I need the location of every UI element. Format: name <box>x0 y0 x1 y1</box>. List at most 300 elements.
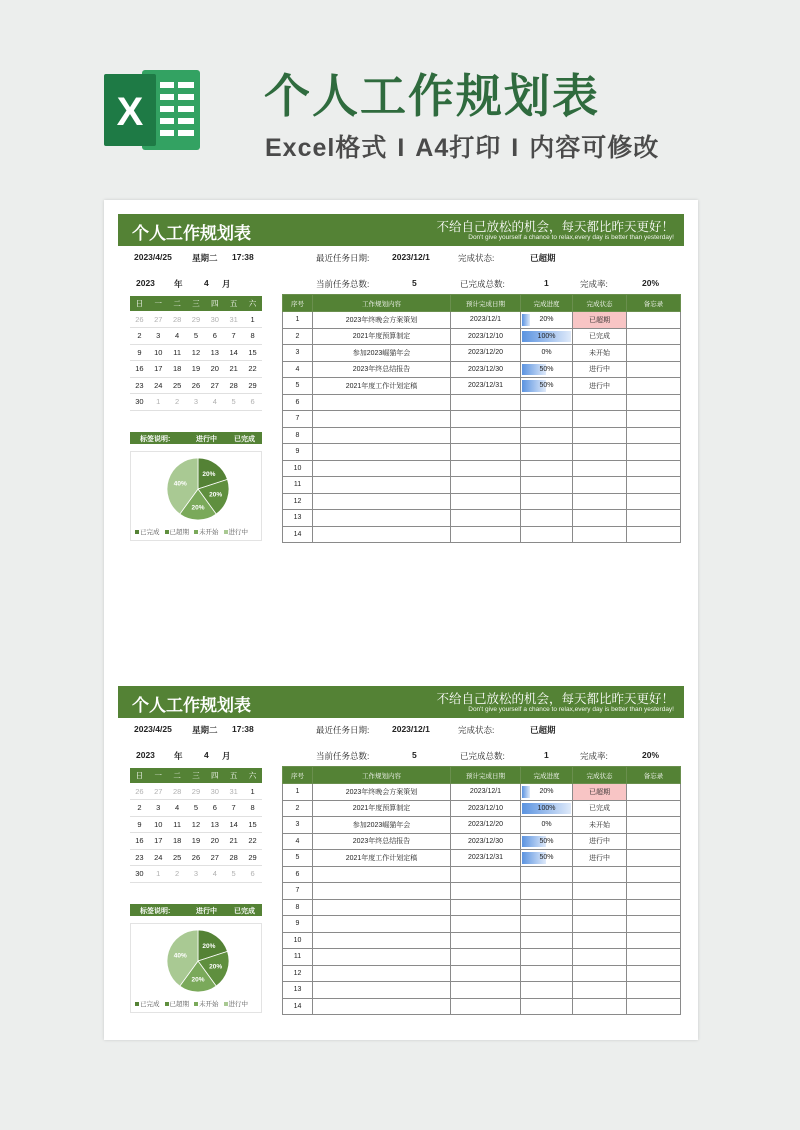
calendar-day[interactable]: 12 <box>187 344 206 361</box>
empty-cell[interactable] <box>521 932 573 949</box>
task-row[interactable] <box>283 800 681 817</box>
calendar-day[interactable]: 26 <box>187 377 206 394</box>
empty-cell[interactable] <box>627 477 681 494</box>
task-content[interactable]: 2023年终晚会方案策划 <box>313 784 451 801</box>
empty-cell[interactable] <box>451 982 521 999</box>
calendar-week-row <box>130 783 262 800</box>
empty-cell[interactable] <box>521 427 573 444</box>
empty-cell[interactable] <box>627 493 681 510</box>
empty-cell[interactable] <box>521 460 573 477</box>
calendar-day[interactable]: 20 <box>205 361 224 378</box>
empty-cell[interactable] <box>313 460 451 477</box>
task-progress[interactable] <box>521 378 573 395</box>
pie-legend-item <box>194 1001 219 1008</box>
progress-text: 100% <box>537 332 556 340</box>
calendar-day[interactable]: 22 <box>243 833 262 850</box>
task-content[interactable]: 2021年度预算制定 <box>313 328 451 345</box>
task-progress[interactable] <box>521 833 573 850</box>
calendar-day[interactable]: 23 <box>130 849 149 866</box>
empty-cell[interactable] <box>313 998 451 1015</box>
task-row-empty[interactable] <box>283 510 681 527</box>
calendar-day[interactable]: 26 <box>130 311 149 328</box>
empty-cell[interactable] <box>451 866 521 883</box>
pie-legend-label: 未开始 <box>199 1001 219 1008</box>
calendar-day[interactable]: 16 <box>130 833 149 850</box>
calendar-day[interactable]: 29 <box>243 377 262 394</box>
task-row[interactable] <box>283 784 681 801</box>
task-row-empty[interactable] <box>283 444 681 461</box>
task-number: 4 <box>283 833 313 850</box>
calendar-day[interactable]: 6 <box>243 394 262 411</box>
calendar-day[interactable]: 20 <box>205 833 224 850</box>
calendar-day[interactable]: 5 <box>224 866 243 883</box>
calendar-day[interactable]: 10 <box>149 344 168 361</box>
task-table-header <box>283 295 681 312</box>
calendar-day[interactable]: 3 <box>187 866 206 883</box>
empty-cell[interactable] <box>627 899 681 916</box>
empty-cell[interactable] <box>521 998 573 1015</box>
task-due-date[interactable]: 2023/12/31 <box>451 850 521 867</box>
calendar-day[interactable]: 2 <box>130 800 149 817</box>
empty-cell[interactable] <box>627 444 681 461</box>
empty-cell[interactable] <box>573 477 627 494</box>
task-content[interactable]: 2023年终晚会方案策划 <box>313 312 451 329</box>
task-number: 3 <box>283 817 313 834</box>
task-status[interactable]: 进行中 <box>573 850 627 867</box>
empty-cell[interactable] <box>627 998 681 1015</box>
empty-cell[interactable] <box>573 883 627 900</box>
task-row-empty[interactable] <box>283 477 681 494</box>
calendar-day[interactable]: 23 <box>130 377 149 394</box>
empty-cell[interactable] <box>521 883 573 900</box>
calendar-weekday: 日 <box>130 768 149 783</box>
calendar-day[interactable]: 28 <box>224 377 243 394</box>
completion-status-label: 完成状态: <box>458 725 495 735</box>
calendar-day[interactable]: 7 <box>224 800 243 817</box>
empty-cell[interactable] <box>451 444 521 461</box>
empty-cell[interactable] <box>627 427 681 444</box>
calendar-day[interactable]: 5 <box>187 328 206 345</box>
pie-slice-label: 20% <box>202 470 216 478</box>
task-due-date[interactable]: 2023/12/31 <box>451 378 521 395</box>
empty-cell[interactable] <box>451 949 521 966</box>
progress-bar <box>522 786 530 798</box>
task-status[interactable]: 已完成 <box>573 328 627 345</box>
calendar-day[interactable]: 27 <box>149 311 168 328</box>
total-tasks-label: 当前任务总数: <box>316 279 370 289</box>
calendar-day[interactable]: 13 <box>205 816 224 833</box>
calendar-day[interactable]: 21 <box>224 833 243 850</box>
empty-cell[interactable] <box>573 510 627 527</box>
empty-cell[interactable] <box>313 510 451 527</box>
empty-cell[interactable] <box>451 883 521 900</box>
calendar-day[interactable]: 9 <box>130 816 149 833</box>
task-row-empty[interactable] <box>283 998 681 1015</box>
calendar-heading <box>130 748 262 764</box>
empty-cell[interactable] <box>627 866 681 883</box>
task-progress[interactable] <box>521 800 573 817</box>
calendar-day[interactable]: 27 <box>205 849 224 866</box>
empty-cell[interactable] <box>451 460 521 477</box>
empty-cell[interactable] <box>627 883 681 900</box>
empty-cell[interactable] <box>627 982 681 999</box>
task-number: 12 <box>283 965 313 982</box>
calendar-day[interactable]: 19 <box>187 361 206 378</box>
task-progress[interactable] <box>521 850 573 867</box>
empty-cell[interactable] <box>451 477 521 494</box>
calendar-day[interactable]: 11 <box>168 344 187 361</box>
empty-cell[interactable] <box>521 949 573 966</box>
completion-rate-value: 20% <box>642 750 660 760</box>
task-memo[interactable] <box>627 850 681 867</box>
empty-cell[interactable] <box>313 394 451 411</box>
pie-slice-label: 20% <box>191 976 205 984</box>
task-status[interactable]: 未开始 <box>573 345 627 362</box>
task-row-empty[interactable] <box>283 949 681 966</box>
empty-cell[interactable] <box>451 411 521 428</box>
calendar-day[interactable]: 27 <box>205 377 224 394</box>
empty-cell[interactable] <box>573 427 627 444</box>
calendar-day[interactable]: 25 <box>168 377 187 394</box>
task-row[interactable] <box>283 345 681 362</box>
empty-cell[interactable] <box>451 916 521 933</box>
empty-cell[interactable] <box>521 899 573 916</box>
task-status[interactable]: 进行中 <box>573 361 627 378</box>
task-due-date[interactable]: 2023/12/30 <box>451 361 521 378</box>
legend-dot-icon <box>194 530 198 534</box>
calendar-day[interactable]: 30 <box>130 394 149 411</box>
empty-cell[interactable] <box>521 982 573 999</box>
task-row-empty[interactable] <box>283 916 681 933</box>
calendar-day[interactable]: 9 <box>130 344 149 361</box>
task-row-empty[interactable] <box>283 883 681 900</box>
task-progress[interactable] <box>521 817 573 834</box>
task-row-empty[interactable] <box>283 866 681 883</box>
task-status[interactable]: 已完成 <box>573 800 627 817</box>
column-header: 完成状态 <box>573 295 627 312</box>
task-row-empty[interactable] <box>283 965 681 982</box>
calendar-day[interactable]: 11 <box>168 816 187 833</box>
task-content[interactable]: 2021年度预算制定 <box>313 800 451 817</box>
task-memo[interactable] <box>627 800 681 817</box>
empty-cell[interactable] <box>451 932 521 949</box>
empty-cell[interactable] <box>521 477 573 494</box>
task-table-body <box>283 312 681 543</box>
calendar-weekday: 三 <box>187 768 206 783</box>
calendar-week-row <box>130 361 262 378</box>
task-due-date[interactable]: 2023/12/1 <box>451 784 521 801</box>
calendar-weekday: 一 <box>149 768 168 783</box>
calendar-day[interactable]: 5 <box>224 394 243 411</box>
empty-cell[interactable] <box>313 932 451 949</box>
empty-cell[interactable] <box>313 477 451 494</box>
task-status[interactable]: 进行中 <box>573 378 627 395</box>
empty-cell[interactable] <box>313 493 451 510</box>
empty-cell[interactable] <box>521 444 573 461</box>
task-table-header <box>283 767 681 784</box>
empty-cell[interactable] <box>627 460 681 477</box>
empty-cell[interactable] <box>313 427 451 444</box>
task-row-empty[interactable] <box>283 982 681 999</box>
calendar-day[interactable]: 8 <box>243 328 262 345</box>
task-content[interactable]: 2021年度工作计划定稿 <box>313 850 451 867</box>
task-memo[interactable] <box>627 378 681 395</box>
excel-logo-icon <box>104 62 204 158</box>
task-status[interactable]: 进行中 <box>573 833 627 850</box>
calendar-day[interactable]: 6 <box>205 800 224 817</box>
calendar-day[interactable]: 2 <box>130 328 149 345</box>
empty-cell[interactable] <box>573 444 627 461</box>
calendar-day[interactable]: 2 <box>168 394 187 411</box>
calendar-day[interactable]: 8 <box>243 800 262 817</box>
empty-cell[interactable] <box>573 916 627 933</box>
task-row[interactable] <box>283 361 681 378</box>
calendar-day[interactable]: 4 <box>168 800 187 817</box>
empty-cell[interactable] <box>313 982 451 999</box>
calendar-day[interactable]: 29 <box>187 311 206 328</box>
empty-cell[interactable] <box>313 444 451 461</box>
pie-slice-label: 40% <box>173 952 187 960</box>
legend-dot-icon <box>135 530 139 534</box>
calendar-day[interactable]: 17 <box>149 833 168 850</box>
calendar-day[interactable]: 29 <box>243 849 262 866</box>
empty-cell[interactable] <box>521 493 573 510</box>
empty-cell[interactable] <box>627 394 681 411</box>
calendar-day[interactable]: 17 <box>149 361 168 378</box>
legend-bar <box>130 904 262 916</box>
task-due-date[interactable]: 2023/12/10 <box>451 800 521 817</box>
empty-cell[interactable] <box>313 916 451 933</box>
calendar-day[interactable]: 6 <box>243 866 262 883</box>
task-row-empty[interactable] <box>283 411 681 428</box>
calendar-week-row <box>130 344 262 361</box>
empty-cell[interactable] <box>627 411 681 428</box>
task-content[interactable]: 参加2023崛猫年会 <box>313 817 451 834</box>
calendar-day[interactable]: 24 <box>149 377 168 394</box>
empty-cell[interactable] <box>313 866 451 883</box>
empty-cell[interactable] <box>521 916 573 933</box>
task-row-empty[interactable] <box>283 899 681 916</box>
pie-slice-label: 40% <box>173 480 187 488</box>
calendar-day[interactable]: 1 <box>149 394 168 411</box>
calendar-day[interactable]: 3 <box>149 328 168 345</box>
pie-slice-label: 20% <box>202 942 216 950</box>
calendar-day[interactable]: 18 <box>168 833 187 850</box>
calendar-weekday: 四 <box>205 296 224 311</box>
calendar-day[interactable]: 16 <box>130 361 149 378</box>
calendar-body <box>130 311 262 410</box>
empty-cell[interactable] <box>573 932 627 949</box>
empty-cell[interactable] <box>451 510 521 527</box>
calendar-day[interactable]: 3 <box>149 800 168 817</box>
task-due-date[interactable]: 2023/12/10 <box>451 328 521 345</box>
empty-cell[interactable] <box>521 965 573 982</box>
pie-legend-item <box>135 529 160 536</box>
calendar-day[interactable]: 28 <box>224 849 243 866</box>
empty-cell[interactable] <box>451 493 521 510</box>
task-row-empty[interactable] <box>283 493 681 510</box>
calendar-day[interactable]: 15 <box>243 344 262 361</box>
calendar-week-row <box>130 800 262 817</box>
empty-cell[interactable] <box>451 998 521 1015</box>
task-row[interactable] <box>283 833 681 850</box>
empty-cell[interactable] <box>451 965 521 982</box>
task-content[interactable]: 参加2023崛猫年会 <box>313 345 451 362</box>
calendar-day[interactable]: 26 <box>130 783 149 800</box>
empty-cell[interactable] <box>451 899 521 916</box>
empty-cell[interactable] <box>573 982 627 999</box>
calendar-day[interactable]: 15 <box>243 816 262 833</box>
empty-cell[interactable] <box>573 866 627 883</box>
empty-cell[interactable] <box>573 460 627 477</box>
calendar-day[interactable]: 30 <box>205 783 224 800</box>
calendar-day[interactable]: 28 <box>168 783 187 800</box>
calendar-day[interactable]: 18 <box>168 361 187 378</box>
empty-cell[interactable] <box>313 899 451 916</box>
calendar-day[interactable]: 28 <box>168 311 187 328</box>
empty-cell[interactable] <box>521 510 573 527</box>
task-row-empty[interactable] <box>283 526 681 543</box>
task-number: 5 <box>283 378 313 395</box>
calendar-day[interactable]: 29 <box>187 783 206 800</box>
task-row[interactable] <box>283 312 681 329</box>
calendar-day[interactable]: 14 <box>224 816 243 833</box>
empty-cell[interactable] <box>451 394 521 411</box>
task-row-empty[interactable] <box>283 394 681 411</box>
task-number: 5 <box>283 850 313 867</box>
task-due-date[interactable]: 2023/12/1 <box>451 312 521 329</box>
task-progress[interactable] <box>521 328 573 345</box>
calendar-day[interactable]: 2 <box>168 866 187 883</box>
task-row-empty[interactable] <box>283 427 681 444</box>
task-row[interactable] <box>283 817 681 834</box>
current-date: 2023/4/25 <box>134 724 172 734</box>
task-status[interactable]: 已超期 <box>573 312 627 329</box>
calendar-day[interactable]: 3 <box>187 394 206 411</box>
calendar-day[interactable]: 26 <box>187 849 206 866</box>
calendar-day[interactable]: 12 <box>187 816 206 833</box>
calendar-day[interactable]: 31 <box>224 311 243 328</box>
task-due-date[interactable]: 2023/12/20 <box>451 345 521 362</box>
task-content[interactable]: 2021年度工作计划定稿 <box>313 378 451 395</box>
task-row-empty[interactable] <box>283 932 681 949</box>
task-row-empty[interactable] <box>283 460 681 477</box>
empty-cell[interactable] <box>627 949 681 966</box>
calendar-day[interactable]: 22 <box>243 361 262 378</box>
task-row[interactable] <box>283 850 681 867</box>
calendar-day[interactable]: 4 <box>205 394 224 411</box>
empty-cell[interactable] <box>521 411 573 428</box>
task-progress[interactable] <box>521 312 573 329</box>
task-content[interactable]: 2023年终总结报告 <box>313 361 451 378</box>
calendar-day[interactable]: 19 <box>187 833 206 850</box>
calendar-day[interactable]: 13 <box>205 344 224 361</box>
empty-cell[interactable] <box>451 427 521 444</box>
empty-cell[interactable] <box>451 526 521 543</box>
task-memo[interactable] <box>627 328 681 345</box>
calendar-weekday: 六 <box>243 296 262 311</box>
done-total-value: 1 <box>544 278 549 288</box>
calendar-day[interactable]: 1 <box>149 866 168 883</box>
pie-legend <box>135 999 259 1008</box>
pie-legend-label: 已超期 <box>169 1001 189 1008</box>
progress-text: 20% <box>539 316 554 324</box>
task-row[interactable] <box>283 378 681 395</box>
calendar-day[interactable]: 24 <box>149 849 168 866</box>
empty-cell[interactable] <box>627 510 681 527</box>
empty-cell[interactable] <box>313 949 451 966</box>
task-memo[interactable] <box>627 817 681 834</box>
task-content[interactable]: 2023年终总结报告 <box>313 833 451 850</box>
calendar-day[interactable]: 25 <box>168 849 187 866</box>
task-memo[interactable] <box>627 784 681 801</box>
empty-cell[interactable] <box>313 965 451 982</box>
calendar-weekday: 二 <box>168 296 187 311</box>
empty-cell[interactable] <box>573 411 627 428</box>
task-due-date[interactable]: 2023/12/30 <box>451 833 521 850</box>
task-memo[interactable] <box>627 833 681 850</box>
calendar-weekday: 三 <box>187 296 206 311</box>
empty-cell[interactable] <box>627 526 681 543</box>
empty-cell[interactable] <box>573 899 627 916</box>
calendar-week-row <box>130 394 262 411</box>
task-progress[interactable] <box>521 345 573 362</box>
calendar-day[interactable]: 21 <box>224 361 243 378</box>
empty-cell[interactable] <box>521 866 573 883</box>
task-progress[interactable] <box>521 784 573 801</box>
empty-cell[interactable] <box>573 493 627 510</box>
empty-cell[interactable] <box>627 916 681 933</box>
task-status[interactable]: 未开始 <box>573 817 627 834</box>
empty-cell[interactable] <box>573 965 627 982</box>
calendar-day[interactable]: 4 <box>205 866 224 883</box>
empty-cell[interactable] <box>521 526 573 543</box>
calendar-day[interactable]: 10 <box>149 816 168 833</box>
task-row[interactable] <box>283 328 681 345</box>
empty-cell[interactable] <box>521 394 573 411</box>
empty-cell[interactable] <box>627 965 681 982</box>
calendar-day[interactable]: 7 <box>224 328 243 345</box>
task-memo[interactable] <box>627 361 681 378</box>
task-due-date[interactable]: 2023/12/20 <box>451 817 521 834</box>
empty-cell[interactable] <box>313 526 451 543</box>
task-memo[interactable] <box>627 345 681 362</box>
calendar-day[interactable]: 27 <box>149 783 168 800</box>
calendar-day[interactable]: 14 <box>224 344 243 361</box>
calendar-day[interactable]: 1 <box>243 311 262 328</box>
empty-cell[interactable] <box>573 998 627 1015</box>
task-status[interactable]: 已超期 <box>573 784 627 801</box>
task-progress[interactable] <box>521 361 573 378</box>
calendar-day[interactable]: 30 <box>130 866 149 883</box>
task-memo[interactable] <box>627 312 681 329</box>
hero-title: 个人工作规划表 <box>264 70 600 122</box>
task-number: 10 <box>283 460 313 477</box>
empty-cell[interactable] <box>313 411 451 428</box>
document-page <box>104 200 698 1040</box>
calendar-day[interactable]: 30 <box>205 311 224 328</box>
calendar-day[interactable]: 5 <box>187 800 206 817</box>
empty-cell[interactable] <box>573 949 627 966</box>
empty-cell[interactable] <box>573 526 627 543</box>
calendar-day[interactable]: 4 <box>168 328 187 345</box>
calendar-day[interactable]: 6 <box>205 328 224 345</box>
empty-cell[interactable] <box>627 932 681 949</box>
empty-cell[interactable] <box>313 883 451 900</box>
empty-cell[interactable] <box>573 394 627 411</box>
calendar-day[interactable]: 31 <box>224 783 243 800</box>
calendar-day[interactable]: 1 <box>243 783 262 800</box>
